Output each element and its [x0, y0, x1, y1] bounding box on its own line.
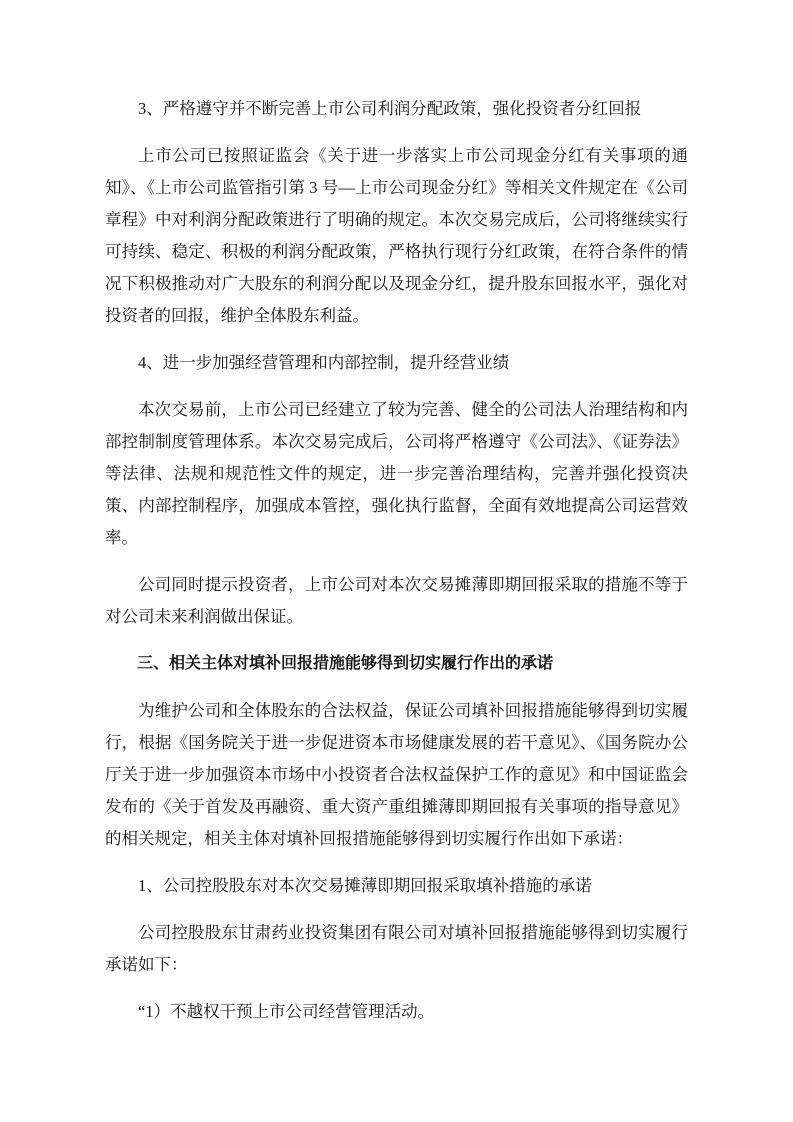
paragraph-shareholder-commitment-intro: 公司控股股东甘肃药业投资集团有限公司对填补回报措施能够得到切实履行承诺如下： [105, 923, 688, 974]
paragraph-commitment-item-1: “1）不越权干预上市公司经营管理活动。 [138, 1002, 435, 1021]
subheading-3-dividend-policy: 3、严格遵守并不断完善上市公司利润分配政策，强化投资者分红回报 [138, 99, 642, 118]
subheading-1-controlling-shareholder-commitment: 1、公司控股股东对本次交易摊薄即期回报采取填补措施的承诺 [138, 876, 592, 895]
paragraph-dividend-policy-detail: 上市公司已按照证监会《关于进一步落实上市公司现金分红有关事项的通知》、《上市公司监管指引第 3 号—上市公司现金分红》等相关文件规定在《公司章程》中对利润分配政策进行了明确的规定。本次交易完成后，公司将继续实行可持续、稳定、积极的利润分配政策，严格执行现行分红政策，在符合条件的情况下积极推动对广大股东的利润分配以及现金分红，提升股东回报水平，强化对投资者的回报，维护全体股东利益。 [105, 146, 688, 325]
paragraph-investor-notice: 公司同时提示投资者，上市公司对本次交易摊薄即期回报采取的措施不等于对公司未来利润做出保证。 [105, 575, 688, 626]
section-heading-three-commitments: 三、相关主体对填补回报措施能够得到切实履行作出的承诺 [137, 655, 554, 672]
paragraph-commitment-basis: 为维护公司和全体股东的合法权益，保证公司填补回报措施能够得到切实履行，根据《国务院关于进一步促进资本市场健康发展的若干意见》、《国务院办公厅关于进一步加强资本市场中小投资者合法权益保护工作的意见》和中国证监会发布的《关于首发及再融资、重大资产重组摊薄即期回报有关事项的指导意见》的相关规定，相关主体对填补回报措施能够得到切实履行作出如下承诺： [105, 701, 688, 848]
paragraph-governance-detail: 本次交易前，上市公司已经建立了较为完善、健全的公司法人治理结构和内部控制制度管理体系。本次交易完成后，公司将严格遵守《公司法》、《证券法》等法律、法规和规范性文件的规定，进一步完善治理结构，完善并强化投资决策、内部控制程序，加强成本管控，强化执行监督，全面有效地提高公司运营效率。 [105, 400, 688, 547]
subheading-4-management-control: 4、进一步加强经营管理和内部控制，提升经营业绩 [138, 353, 510, 372]
